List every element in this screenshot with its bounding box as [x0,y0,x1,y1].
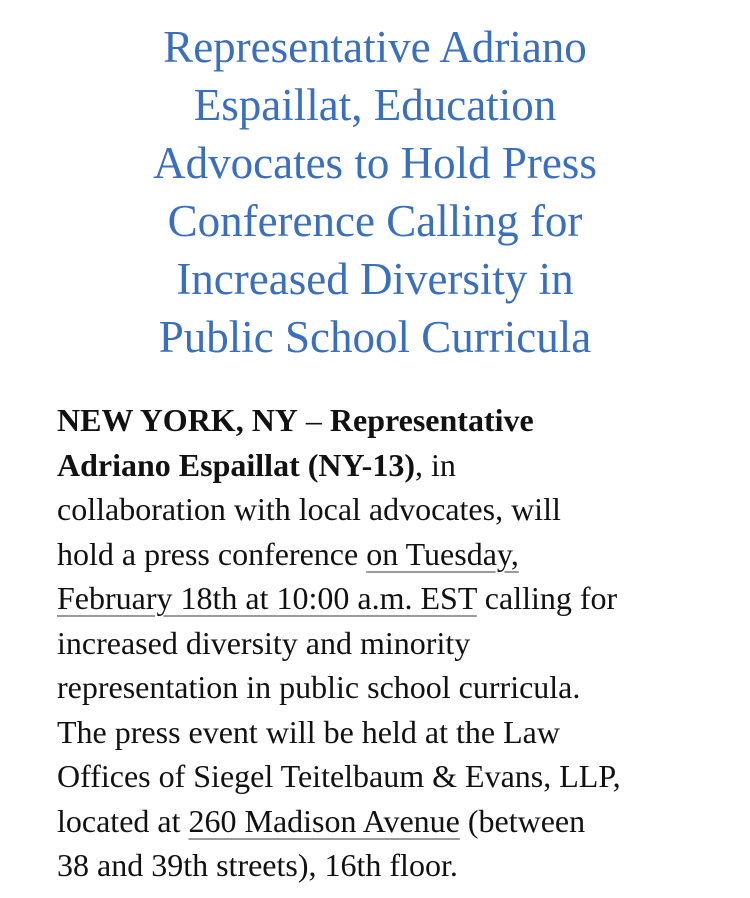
representative-name: Adriano Espaillat (NY-13) [57,446,415,483]
event-date-link-part-1[interactable]: on Tuesday, [366,535,519,572]
after-name-text: , in [414,446,456,483]
headline-line-5: Increased Diversity in [176,254,574,304]
body-line-3: collaboration with local advocates, will [57,491,561,527]
dateline-dash: – [297,402,330,438]
headline-line-6: Public School Curricula [158,312,592,362]
body-line-10-post: (between [459,802,586,839]
body-line-9: Offices of Siegel Teitelbaum & Evans, LLP, [57,758,621,794]
body-line-4 [57,532,737,577]
body-line-1 [57,398,737,443]
body-line-6: increased diversity and minority [57,624,471,661]
representative-title: Representative [329,402,534,438]
body-line-10-text: located at [57,802,189,839]
dateline: NEW YORK, NY [57,402,298,438]
body-line-5-text: calling for [476,580,618,616]
address-link[interactable]: 260 Madison Avenue [188,802,460,839]
headline-line-1: Representative Adriano [163,22,587,72]
body-line-4-text: hold a press conference [57,535,367,572]
body-line-7: representation in public school curricula. [57,669,581,705]
body-line-10 [57,799,737,844]
headline [40,18,710,366]
headline-line-2: Espaillat, Education [193,80,557,130]
headline-line-4: Conference Calling for [167,196,583,246]
body-line-8: The press event will be held at the Law [57,713,560,750]
press-release-body [57,398,737,888]
body-line-5 [57,576,737,621]
event-date-link-part-2[interactable]: February 18th at 10:00 a.m. EST [57,580,477,616]
headline-line-3: Advocates to Hold Press [153,138,597,188]
body-line-11: 38 and 39th streets), 16th floor. [57,847,458,883]
body-line-2 [57,443,737,488]
